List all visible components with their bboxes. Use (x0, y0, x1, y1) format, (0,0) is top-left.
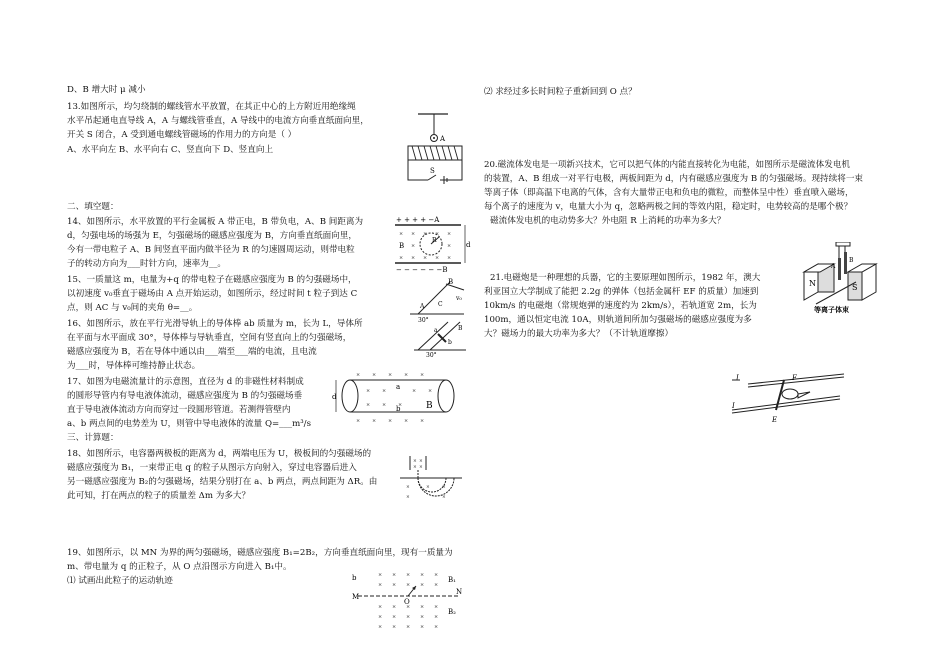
fig15-label-b: B (448, 278, 454, 286)
svg-text:×: × (420, 418, 425, 424)
q18-line3: 另一磁感应强度为 B₂的匀强磁场，结果分别打在 a、b 两点，两点间距为 ΔR。由 (67, 477, 378, 487)
q19-sub1: ⑴ 试画出此粒子的运动轨迹 (67, 576, 173, 586)
svg-text:×: × (420, 572, 425, 578)
q17-line3: 直于导电液体流动方向而穿过一段圆形管道。若测得管壁内 (67, 405, 291, 415)
fig19-label-o: O (404, 598, 410, 606)
fig13-label-a: A (440, 135, 446, 143)
q18-line1: 18、如图所示，电容器两极板的距离为 d，两端电压为 U，极板间的匀强磁场的 (67, 449, 372, 459)
q20-line4: 每个离子的速度为 v，电量大小为 q，忽略两极之间的等效内阻，稳定时，电势较高的是哪个极？ (484, 202, 853, 212)
fig20-caption: 等离子体束 (814, 305, 849, 314)
q13-line1: 13.如图所示，均匀绕制的螺线管水平放置，在其正中心的上方附近用绝缘绳 (67, 102, 356, 112)
svg-text:×: × (420, 604, 425, 610)
fig15-angle: 30° (418, 317, 429, 324)
fig20-label-a: A (831, 263, 836, 270)
fig17-label-d: d (332, 393, 337, 401)
fig19-label-m: M (352, 593, 360, 601)
svg-text:×: × (406, 582, 411, 588)
svg-text:×: × (356, 372, 361, 378)
q14-line1: 14、如图所示，水平放置的平行金属板 A 带正电，B 带负电，A、B 间距离为 (67, 217, 364, 227)
figure-16-incline (410, 316, 470, 358)
svg-text:×: × (378, 624, 383, 630)
svg-text:×: × (442, 495, 446, 500)
fig14-label-d: d (466, 241, 471, 249)
fig15-label-v0: v₀ (456, 295, 462, 302)
fig17-label-a: a (396, 383, 401, 391)
q21-line3: 10km/s 的电磁炮（常规炮弹的速度约为 2km/s），若轨道宽 2m，长为 (484, 301, 757, 311)
fig20-label-s: S (852, 283, 858, 292)
fig21-label-i-top: I (736, 374, 739, 382)
fig14-label-r: R (432, 237, 437, 244)
svg-text:×: × (435, 231, 440, 237)
section-fill-heading: 二、填空题： (67, 202, 119, 212)
svg-text:×: × (366, 388, 371, 394)
q20-line3: 等离子体（即高温下电离的气体，含有大量带正电和负电的微粒，而整体呈中性）垂直喷入磁场， (484, 188, 854, 198)
fig17-label-field: B (426, 401, 433, 411)
section-calc-heading: 三、计算题： (67, 433, 119, 443)
figure-19-two-fields (352, 566, 464, 634)
option-d: D、B 增大时 μ 减小 (67, 85, 146, 95)
svg-text:×: × (413, 459, 417, 464)
svg-text:×: × (411, 243, 416, 249)
svg-text:×: × (435, 255, 440, 261)
svg-text:×: × (413, 465, 417, 470)
q15-line3: 点，则 AC 与 v₀间的夹角 θ=__。 (67, 303, 198, 313)
svg-text:×: × (404, 372, 409, 378)
figure-17-flowmeter (332, 370, 462, 426)
q21-line1: 21.电磁炮是一种理想的兵器，它的主要原理如图所示，1982 年，澳大 (490, 273, 761, 283)
svg-text:×: × (426, 485, 430, 490)
svg-text:×: × (378, 604, 383, 610)
q20-line1: 20.磁流体发电是一项新兴技术，它可以把气体的内能直接转化为电能，如图所示是磁流体发电机 (484, 160, 851, 170)
svg-text:×: × (423, 231, 428, 237)
svg-text:×: × (411, 231, 416, 237)
svg-text:×: × (420, 624, 425, 630)
q16-line3: 磁感应强度为 B，若在导体中通以由___端至___端的电流，且电流 (67, 347, 317, 357)
svg-text:×: × (378, 614, 383, 620)
fig15-label-c: C (438, 301, 443, 308)
svg-text:×: × (406, 572, 411, 578)
figure-20-mhd (796, 242, 892, 314)
q17-line1: 17、如图为电磁流量计的示意图，直径为 d 的非磁性材料制成 (67, 377, 304, 387)
q16-line2: 在平面与水平面成 30°，导体棒与导轨垂直，空间有竖直向上的匀强磁场， (67, 333, 352, 343)
fig13-label-s: S (430, 167, 435, 175)
q16-line1: 16、如图所示，放在平行光滑导轨上的导体棒 ab 质量为 m，长为 L，导体所 (67, 319, 363, 329)
fig21-label-i-bottom: I (732, 402, 735, 410)
svg-text:×: × (398, 402, 403, 408)
fig20-label-b: B (849, 257, 854, 264)
figure-14-plates (393, 213, 473, 275)
q21-line5: 大？磁场力的最大功率为多大？（不计轨道摩擦） (484, 329, 674, 339)
q13-options: A、水平向左 B、水平向右 C、竖直向下 D、竖直向上 (67, 145, 274, 155)
q18-line2: 磁感应强度为 B₁，一束带正电 q 的粒子从图示方向射入，穿过电容器后进入 (67, 463, 357, 473)
svg-text:×: × (406, 614, 411, 620)
svg-text:×: × (428, 388, 433, 394)
svg-text:×: × (411, 255, 416, 261)
svg-text:×: × (382, 402, 387, 408)
fig14-plus-label: + + + + −A (396, 216, 440, 224)
svg-text:×: × (392, 614, 397, 620)
fig19-label-b: b (352, 574, 357, 582)
svg-text:×: × (382, 388, 387, 394)
svg-text:×: × (434, 604, 439, 610)
q14-line4: 子的转动方向为___时针方向，速率为__。 (67, 259, 226, 269)
q18-line4: 此可知，打在两点的粒子的质量差 Δm 为多大？ (67, 491, 251, 501)
fig16-label-field: B (458, 325, 463, 332)
svg-text:×: × (404, 418, 409, 424)
svg-text:×: × (447, 243, 452, 249)
fig19-label-b2: B₂ (448, 608, 456, 616)
svg-text:×: × (372, 418, 377, 424)
fig15-label-a: A (420, 303, 425, 310)
fig19-label-b1: B₁ (448, 576, 456, 584)
svg-text:×: × (356, 418, 361, 424)
q14-line2: d，匀强电场的场强为 E，匀强磁场的磁感应强度为 B，方向垂直纸面向里， (67, 231, 357, 241)
figure-18-spectrometer (396, 452, 464, 510)
q13-line2: 水平吊起通电直导线 A，A 与螺线管垂直，A 导线中的电流方向垂直纸面向里， (67, 116, 369, 126)
fig16-angle: 30° (426, 352, 437, 358)
figure-21-railgun (728, 366, 848, 428)
fig14-label-b: B (399, 242, 405, 250)
q20-line5: 磁流体发电机的电动势多大？外电阻 R 上消耗的功率为多大？ (490, 216, 726, 226)
svg-text:×: × (372, 372, 377, 378)
svg-text:×: × (442, 485, 446, 490)
q15-line2: 以初速度 v₀垂直于磁场由 A 点开始运动，如图所示，经过时间 t 粒子到达 C (67, 289, 358, 299)
svg-text:×: × (412, 388, 417, 394)
svg-text:×: × (399, 255, 404, 261)
svg-text:×: × (420, 372, 425, 378)
q21-line4: 100m，通以恒定电流 10A，则轨道间所加匀强磁场的磁感应强度为多 (484, 315, 752, 325)
q17-line2: 的圆形导管内有导电液体流动，磁感应强度为 B 的匀强磁场垂 (67, 391, 303, 401)
svg-text:×: × (406, 485, 410, 490)
q21-line2: 利亚国立大学制成了能把 2.2g 的弹体（包括金属杆 EF 的质量）加速到 (484, 287, 759, 297)
q14-line3: 今有一带电粒子 A、B 间竖直平面内做半径为 R 的匀速圆周运动，则带电粒 (67, 245, 355, 255)
q19-line2: m、带电量为 q 的正粒子，从 O 点沿图示方向进入 B₁中。 (67, 562, 292, 572)
fig14-minus-label: − − − − − −B (396, 266, 448, 274)
q20-line2: 的装置，A、B 组成一对平行电极，两板间距为 d，内有磁感应强度为 B 的匀强磁场。现持续将一束 (484, 174, 864, 184)
svg-text:×: × (434, 572, 439, 578)
fig20-label-n: N (809, 279, 816, 288)
q19-sub2: ⑵ 求经过多长时间粒子重新回到 O 点？ (484, 87, 637, 97)
svg-text:×: × (419, 459, 423, 464)
svg-text:×: × (399, 231, 404, 237)
fig21-label-e: E (772, 416, 778, 424)
svg-text:×: × (406, 604, 411, 610)
figure-13-solenoid (404, 110, 466, 188)
svg-text:×: × (420, 582, 425, 588)
svg-text:×: × (378, 572, 383, 578)
svg-text:×: × (392, 624, 397, 630)
fig16-label-a: a (434, 327, 438, 334)
q13-line3: 开关 S 闭合，A 受到通电螺线管磁场的作用力的方向是（ ） (67, 130, 297, 140)
svg-text:×: × (388, 418, 393, 424)
q16-line4: 为___时，导体棒可维持静止状态。 (67, 361, 201, 371)
svg-text:×: × (388, 372, 393, 378)
fig17-label-b: b (396, 405, 401, 413)
q15-line1: 15、一质量这 m，电量为+q 的带电粒子在磁感应强度为 B 的匀强磁场中， (67, 275, 357, 285)
fig19-label-n: N (456, 588, 463, 596)
svg-text:×: × (423, 255, 428, 261)
svg-text:×: × (392, 582, 397, 588)
svg-text:×: × (392, 604, 397, 610)
svg-text:×: × (406, 495, 410, 500)
q17-line4: a、b 两点间的电势差为 U，则管中导电液体的流量 Q=___m³/s (67, 419, 311, 429)
svg-text:×: × (420, 614, 425, 620)
q19-line1: 19、如图所示，以 MN 为界的两匀强磁场，磁感应强度 B₁=2B₂，方向垂直纸面向里，现有一质量为 (67, 548, 453, 558)
fig16-label-b: b (448, 339, 452, 346)
svg-text:×: × (447, 255, 452, 261)
svg-text:×: × (366, 402, 371, 408)
svg-text:×: × (378, 582, 383, 588)
svg-text:×: × (434, 624, 439, 630)
svg-text:×: × (447, 231, 452, 237)
fig21-label-f: F (792, 374, 797, 382)
svg-text:×: × (434, 614, 439, 620)
svg-text:×: × (392, 572, 397, 578)
svg-text:×: × (419, 465, 423, 470)
svg-text:×: × (434, 582, 439, 588)
svg-text:×: × (406, 624, 411, 630)
